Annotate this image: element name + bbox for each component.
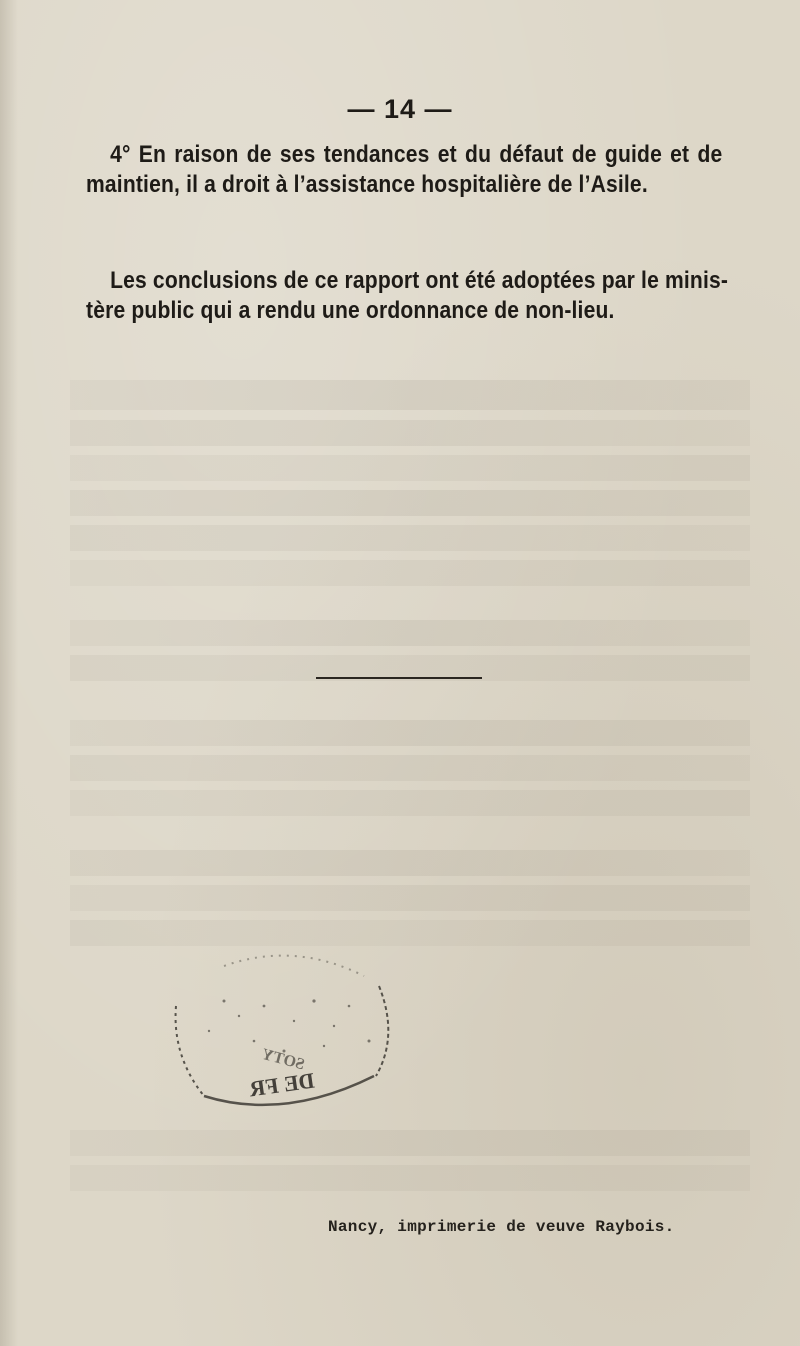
end-rule: [316, 677, 482, 679]
page-gutter-shadow: [0, 0, 18, 1346]
paragraph-line: maintien, il a droit à l’assistance hospitalière de l’Asile.: [86, 171, 648, 198]
page-number: — 14 —: [347, 94, 453, 124]
paragraph-line: Les conclusions de ce rapport ont été adoptées par le minis-: [110, 267, 729, 294]
paragraph-line: tère public qui a rendu une ordonnance de non-lieu.: [86, 297, 615, 324]
stamp-text: DE FR: [247, 1067, 316, 1102]
printer-imprint: Nancy, imprimerie de veuve Raybois.: [328, 1218, 675, 1236]
paragraph-line: 4° En raison de ses tendances et du défaut de guide et de: [110, 141, 723, 168]
library-stamp: [164, 946, 404, 1116]
paragraph-conclusions: [86, 266, 729, 326]
stamp-text: SOTY: [259, 1045, 307, 1074]
paragraph-asylum-assistance: [86, 140, 722, 200]
